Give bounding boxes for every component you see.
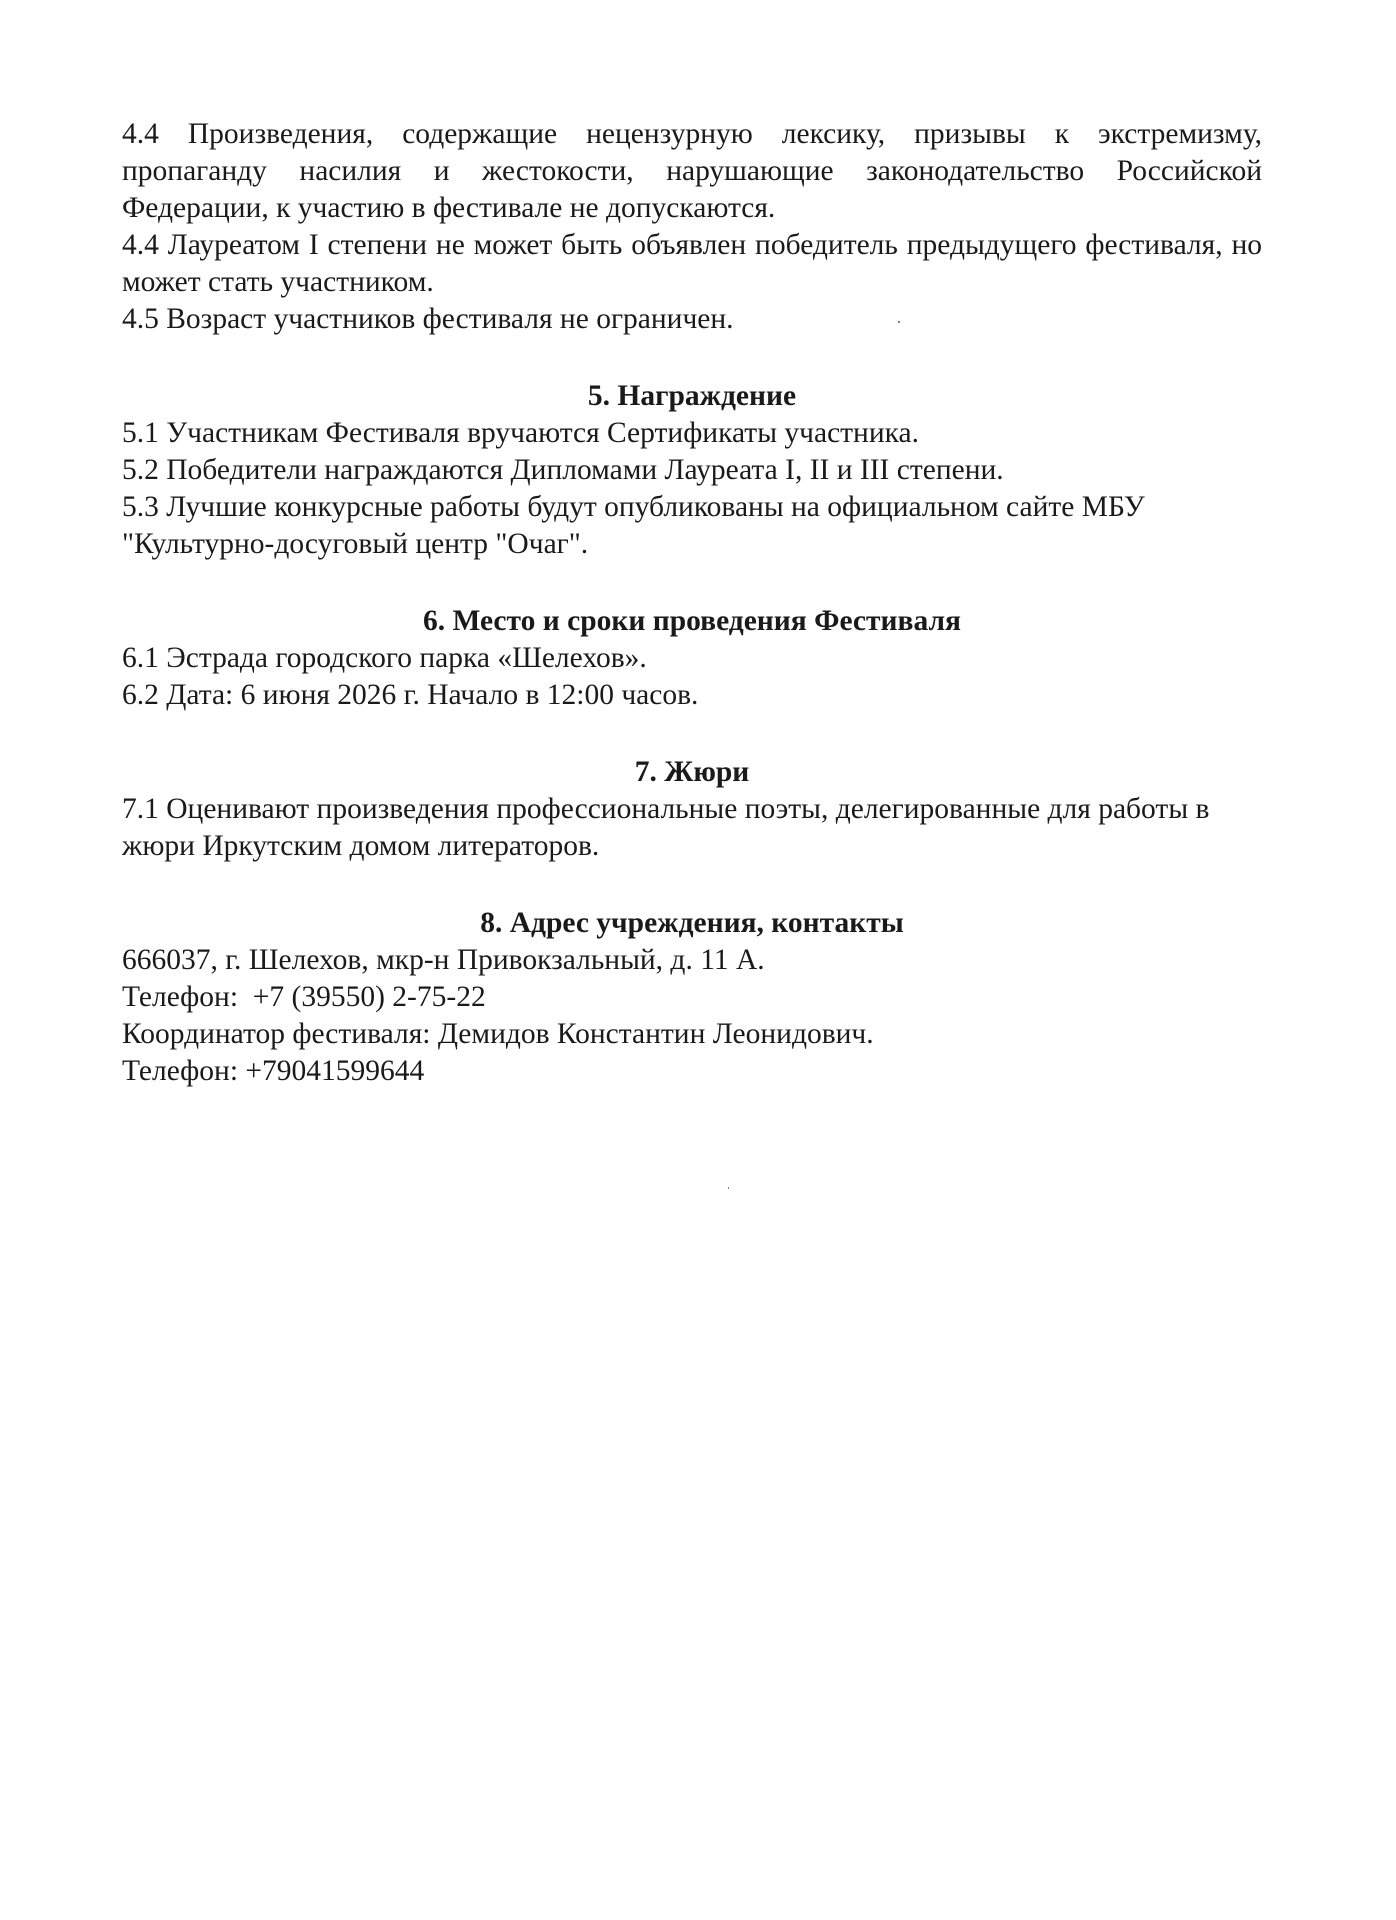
- section-6: [122, 603, 1262, 714]
- clause-7-1: 7.1 Оценивают произведения профессиональные поэты, делегированные для работы в жюри Иркутским домом литераторов.: [122, 793, 1210, 862]
- coordinator-phone-line: Телефон: +79041599644: [122, 1055, 425, 1087]
- scan-speck: [728, 1187, 729, 1189]
- clause-5-1: 5.1 Участникам Фестиваля вручаются Сертификаты участника.: [122, 417, 919, 449]
- section-8: [122, 905, 1262, 1090]
- address-line: 666037, г. Шелехов, мкр-н Привокзальный, д. 11 А.: [122, 944, 765, 976]
- coordinator-line: Координатор фестиваля: Демидов Константин Леонидович.: [122, 1018, 874, 1050]
- scan-speck: [898, 321, 900, 323]
- clause-5-2: 5.2 Победители награждаются Дипломами Лауреата I, II и III степени.: [122, 454, 1004, 486]
- clause-4-4-laureate-rule: 4.4 Лауреатом I степени не может быть объявлен победитель предыдущего фестиваля, но может стать участником.: [122, 229, 1262, 298]
- clause-6-1: 6.1 Эстрада городского парка «Шелехов».: [122, 642, 647, 674]
- document-page: [122, 116, 1262, 1090]
- section-7: [122, 754, 1262, 865]
- clause-4-4-prohibited-content: 4.4 Произведения, содержащие нецензурную лексику, призывы к экстремизму, пропаганду насилия и жестокости, нарушающие законодательство Российской Федерации, к участию в фестивале не допускаются.: [122, 118, 1262, 224]
- section-4: [122, 116, 1262, 338]
- section-8-heading: 8. Адрес учреждения, контакты: [480, 907, 904, 939]
- phone-line: Телефон: +7 (39550) 2-75-22: [122, 981, 486, 1013]
- clause-6-2: 6.2 Дата: 6 июня 2026 г. Начало в 12:00 часов.: [122, 679, 699, 711]
- clause-5-3: 5.3 Лучшие конкурсные работы будут опубликованы на официальном сайте МБУ "Культурно-досуговый центр "Очаг".: [122, 491, 1145, 560]
- section-5: [122, 378, 1262, 563]
- clause-4-5-age: 4.5 Возраст участников фестиваля не ограничен.: [122, 303, 734, 335]
- section-5-heading: 5. Награждение: [587, 380, 797, 412]
- section-6-heading: 6. Место и сроки проведения Фестиваля: [423, 605, 961, 637]
- section-7-heading: 7. Жюри: [634, 756, 750, 788]
